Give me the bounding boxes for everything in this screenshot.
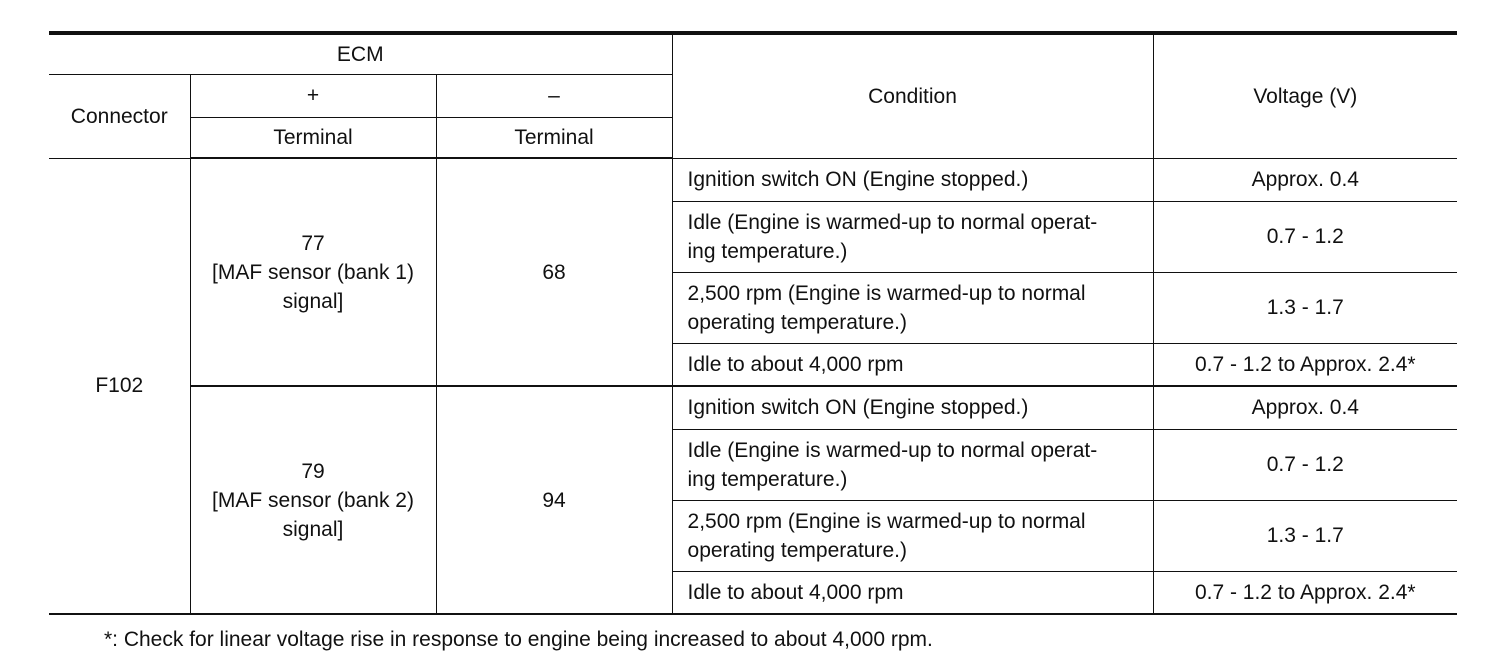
terminal-minus-header: Terminal <box>436 117 672 158</box>
minus-terminal-cell: 68 <box>436 158 672 386</box>
plus-header: + <box>190 74 436 117</box>
condition-cell: Idle to about 4,000 rpm <box>672 571 1153 614</box>
ecm-voltage-table <box>49 31 1457 615</box>
condition-cell: Ignition switch ON (Engine stopped.) <box>672 386 1153 429</box>
condition-header: Condition <box>672 33 1153 158</box>
voltage-cell: 1.3 - 1.7 <box>1153 272 1457 343</box>
condition-cell: Idle to about 4,000 rpm <box>672 343 1153 386</box>
condition-cell: Idle (Engine is warmed-up to normal operat- ing temperature.) <box>672 201 1153 272</box>
minus-header: – <box>436 74 672 117</box>
voltage-cell: 0.7 - 1.2 to Approx. 2.4* <box>1153 571 1457 614</box>
ecm-header: ECM <box>49 33 672 74</box>
condition-cell: 2,500 rpm (Engine is warmed-up to normal operating temperature.) <box>672 272 1153 343</box>
voltage-cell: 0.7 - 1.2 <box>1153 201 1457 272</box>
voltage-header: Voltage (V) <box>1153 33 1457 158</box>
voltage-cell: Approx. 0.4 <box>1153 158 1457 201</box>
voltage-cell: 1.3 - 1.7 <box>1153 500 1457 571</box>
connector-header: Connector <box>49 74 190 158</box>
plus-terminal-cell: 77 [MAF sensor (bank 1) signal] <box>190 158 436 386</box>
footnote: *: Check for linear voltage rise in response to engine being increased to about 4,000 rpm. <box>104 628 933 651</box>
voltage-cell: Approx. 0.4 <box>1153 386 1457 429</box>
terminal-plus-header: Terminal <box>190 117 436 158</box>
plus-terminal-cell: 79 [MAF sensor (bank 2) signal] <box>190 386 436 614</box>
minus-terminal-cell: 94 <box>436 386 672 614</box>
voltage-cell: 0.7 - 1.2 to Approx. 2.4* <box>1153 343 1457 386</box>
condition-cell: 2,500 rpm (Engine is warmed-up to normal operating temperature.) <box>672 500 1153 571</box>
condition-cell: Idle (Engine is warmed-up to normal operat- ing temperature.) <box>672 429 1153 500</box>
connector-cell: F102 <box>49 158 190 614</box>
condition-cell: Ignition switch ON (Engine stopped.) <box>672 158 1153 201</box>
voltage-cell: 0.7 - 1.2 <box>1153 429 1457 500</box>
